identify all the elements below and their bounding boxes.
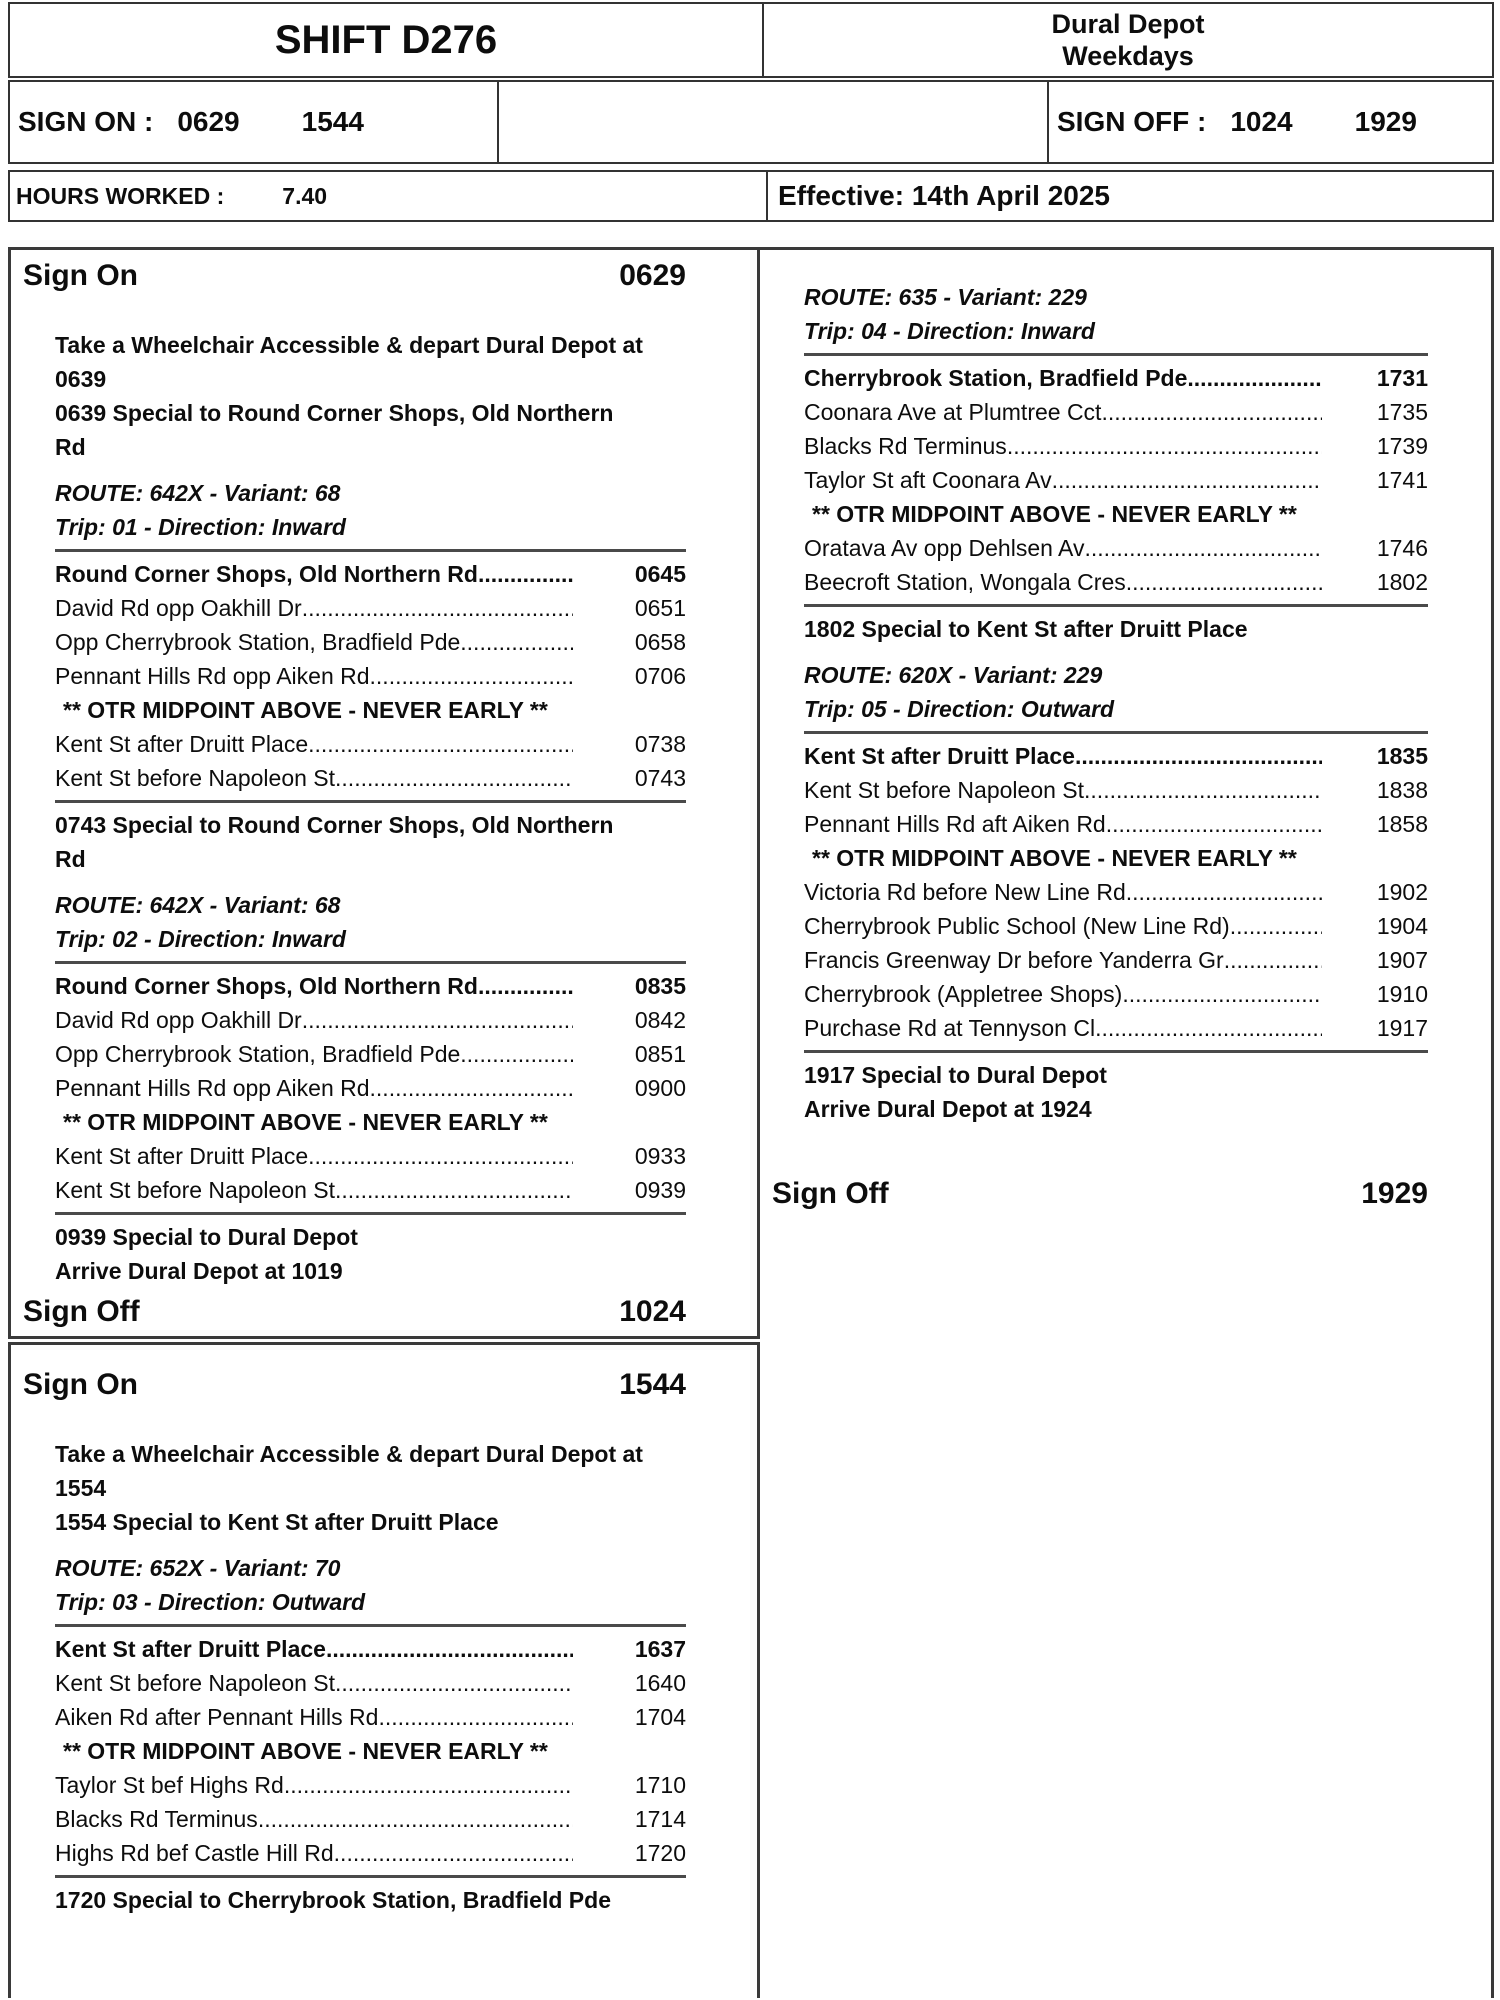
stop-time: 1858 [1376,811,1428,837]
dot-leader [1084,773,1322,807]
shift-title: SHIFT D276 [10,4,764,76]
stop-row [55,1802,686,1836]
stop-name: Round Corner Shops, Old Northern Rd [55,561,478,587]
stop-time: 1640 [634,1670,686,1696]
stop-name: Highs Rd bef Castle Hill Rd [55,1840,334,1866]
dot-leader [302,591,573,625]
dot-leader [308,1139,573,1173]
header-hours-row [8,170,1494,222]
hours-worked-value: 7.40 [282,182,328,209]
stop-row [55,969,686,1003]
stop-name: Cherrybrook Station, Bradfield Pde [804,365,1188,391]
trip-line: Trip: 04 - Direction: Inward [804,318,1095,344]
sign-off-row [772,1176,1428,1212]
depot-title [764,4,1492,76]
stop-row [55,659,686,693]
dot-leader [1007,429,1322,463]
stop-time: 1910 [1376,981,1428,1007]
stop-time: 0738 [634,731,686,757]
trip-line: Trip: 05 - Direction: Outward [804,696,1115,722]
effective-date: Effective: 14th April 2025 [778,180,1110,211]
dot-leader [1122,977,1322,1011]
dot-leader [370,1071,573,1105]
stop-row [55,1666,686,1700]
trip-1-stop-table [55,557,686,795]
stop-time: 1741 [1376,467,1428,493]
sign-on-row [23,258,686,294]
stop-time: 1746 [1376,535,1428,561]
divider-rule [804,604,1428,607]
stop-row [804,1011,1428,1045]
stop-row [55,1071,686,1105]
trip-line: Trip: 02 - Direction: Inward [55,926,346,952]
stop-name: Oratava Av opp Dehlsen Av [804,535,1085,561]
stop-row [804,395,1428,429]
stop-row [55,557,686,591]
route-line: ROUTE: 635 - Variant: 229 [804,284,1087,310]
hours-worked-label: HOURS WORKED : [16,182,225,209]
stop-time: 1710 [634,1772,686,1798]
stop-time: 0658 [634,629,686,655]
stop-name: Round Corner Shops, Old Northern Rd [55,973,478,999]
trip-3-stop-table [55,1632,686,1870]
dot-leader [334,1836,573,1870]
route-line: ROUTE: 652X - Variant: 70 [55,1555,341,1581]
dot-leader [478,557,573,591]
dot-leader [1084,531,1322,565]
dot-leader [326,1632,573,1666]
sign-on-time: 0629 [619,259,686,292]
sign-off-row [23,1294,686,1330]
stop-row [55,1700,686,1734]
stop-name: Pennant Hills Rd opp Aiken Rd [55,663,370,689]
depot-return-note: 1917 Special to Dural Depot Arrive Dural Depot at 1924 [804,1062,1107,1122]
stop-name: David Rd opp Oakhill Dr [55,1007,302,1033]
divider-rule [804,1050,1428,1053]
stop-name: Taylor St aft Coonara Av [804,467,1052,493]
trip-5-stop-table [804,739,1428,1045]
dot-leader [478,969,573,1003]
stop-time: 1739 [1376,433,1428,459]
stop-name: Pennant Hills Rd aft Aiken Rd [804,811,1106,837]
stop-name: David Rd opp Oakhill Dr [55,595,302,621]
stop-row [55,591,686,625]
route-line: ROUTE: 620X - Variant: 229 [804,662,1103,688]
sign-off-heading: Sign Off [772,1177,889,1210]
stop-time: 0651 [634,595,686,621]
stop-row [804,565,1428,599]
otr-midpoint-note: ** OTR MIDPOINT ABOVE - NEVER EARLY ** [63,1738,548,1764]
stop-time: 0939 [634,1177,686,1203]
stop-name: Kent St after Druitt Place [55,1143,309,1169]
sign-on-time-2: 1544 [301,106,364,137]
stop-row [55,1139,686,1173]
dot-leader [1075,739,1322,773]
stop-row [804,531,1428,565]
stop-time: 1704 [634,1704,686,1730]
dot-leader [460,625,573,659]
stop-row [804,361,1428,395]
header-title-row [8,2,1494,78]
route-line: ROUTE: 642X - Variant: 68 [55,892,341,918]
stop-time: 1637 [634,1636,686,1662]
stop-row [804,739,1428,773]
sign-off-time-2: 1929 [1354,106,1417,137]
dot-leader [1230,909,1322,943]
special-transfer-note: 1802 Special to Kent St after Druitt Place [804,616,1248,642]
trip-line: Trip: 01 - Direction: Inward [55,514,346,540]
dot-leader [378,1700,573,1734]
divider-rule [804,353,1428,356]
sign-on-time: 1544 [619,1368,686,1401]
divider-rule [55,1624,686,1627]
dot-leader [335,761,573,795]
dot-leader [1126,875,1322,909]
stop-time: 1835 [1376,743,1428,769]
stop-name: Aiken Rd after Pennant Hills Rd [55,1704,379,1730]
stop-time: 1735 [1376,399,1428,425]
stop-time: 0743 [634,765,686,791]
route-info [804,658,1491,726]
duty-block-1 [8,247,760,1339]
stop-time: 1917 [1376,1015,1428,1041]
dot-leader [284,1768,573,1802]
stop-name: Beecroft Station, Wongala Cres [804,569,1126,595]
stop-name: Victoria Rd before New Line Rd [804,879,1126,905]
stop-time: 0706 [634,663,686,689]
stop-time: 1904 [1376,913,1428,939]
duty-block-2 [8,1342,760,1998]
stop-name: Kent St before Napoleon St [55,1177,336,1203]
dot-leader [1224,943,1322,977]
trip-line: Trip: 03 - Direction: Outward [55,1589,366,1615]
route-info [55,476,757,544]
stop-time: 0842 [634,1007,686,1033]
sign-on-time-1: 0629 [177,106,240,137]
stop-row [55,1632,686,1666]
stop-name: Coonara Ave at Plumtree Cct [804,399,1102,425]
header-sign-times-row [8,80,1494,164]
dot-leader [1187,361,1322,395]
stop-row [804,463,1428,497]
sign-off-time-1: 1024 [1230,106,1293,137]
sign-off-heading: Sign Off [23,1295,140,1328]
stop-name: Kent St after Druitt Place [55,1636,326,1662]
stop-time: 0933 [634,1143,686,1169]
divider-rule [804,731,1428,734]
route-info [804,280,1491,348]
stop-row [55,727,686,761]
right-column [760,247,1494,1998]
dot-leader [258,1802,573,1836]
depot-name: Dural Depot [1051,9,1205,39]
stop-name: Purchase Rd at Tennyson Cl [804,1015,1096,1041]
left-column [8,247,760,1998]
sign-on-heading: Sign On [23,259,138,292]
dot-leader [1126,565,1322,599]
sign-off-time: 1929 [1361,1177,1428,1210]
stop-name: Kent St before Napoleon St [804,777,1085,803]
otr-midpoint-note: ** OTR MIDPOINT ABOVE - NEVER EARLY ** [63,1109,548,1135]
sign-on-cell [10,82,499,162]
stop-time: 1720 [634,1840,686,1866]
sign-off-time: 1024 [619,1295,686,1328]
stop-row [55,1768,686,1802]
hours-worked-cell [10,172,768,220]
dot-leader [335,1666,573,1700]
stop-time: 1731 [1376,365,1428,391]
stop-name: Kent St after Druitt Place [804,743,1075,769]
stop-time: 0835 [634,973,686,999]
stop-row [55,1037,686,1071]
stop-time: 0645 [634,561,686,587]
dot-leader [1101,395,1322,429]
shift-detail-body [8,247,1494,1998]
otr-midpoint-note: ** OTR MIDPOINT ABOVE - NEVER EARLY ** [812,845,1297,871]
stop-name: Taylor St bef Highs Rd [55,1772,284,1798]
stop-row [804,875,1428,909]
stop-name: Francis Greenway Dr before Yanderra Gr [804,947,1224,973]
depot-day-type: Weekdays [1062,41,1194,71]
route-line: ROUTE: 642X - Variant: 68 [55,480,341,506]
trip-4-stop-table [804,361,1428,599]
depot-return-note: 0939 Special to Dural Depot Arrive Dural Depot at 1019 [55,1224,358,1284]
route-info [55,888,757,956]
stop-row [804,943,1428,977]
dot-leader [460,1037,573,1071]
otr-midpoint-note: ** OTR MIDPOINT ABOVE - NEVER EARLY ** [63,697,548,723]
dot-leader [335,1173,573,1207]
stop-name: Kent St before Napoleon St [55,765,336,791]
dot-leader [1052,463,1322,497]
divider-rule [55,549,686,552]
otr-midpoint-note: ** OTR MIDPOINT ABOVE - NEVER EARLY ** [812,501,1297,527]
stop-row [55,761,686,795]
stop-row [804,977,1428,1011]
special-transfer-note: 1720 Special to Cherrybrook Station, Bradfield Pde [55,1887,611,1913]
stop-time: 1714 [634,1806,686,1832]
sign-on-heading: Sign On [23,1368,138,1401]
depot-departure-note: Take a Wheelchair Accessible & depart Dural Depot at 1554 1554 Special to Kent St after Druitt Place [55,1441,643,1535]
route-info [55,1551,757,1619]
stop-row [55,1003,686,1037]
stop-row [55,1836,686,1870]
dot-leader [302,1003,573,1037]
depot-departure-note: Take a Wheelchair Accessible & depart Dural Depot at 0639 0639 Special to Round Corner Shops, Old Northern Rd [55,332,643,460]
stop-time: 1907 [1376,947,1428,973]
stop-row [804,807,1428,841]
dot-leader [1106,807,1322,841]
stop-name: Cherrybrook (Appletree Shops) [804,981,1123,1007]
stop-time: 1838 [1376,777,1428,803]
stop-row [55,1173,686,1207]
dot-leader [1095,1011,1322,1045]
stop-time: 0851 [634,1041,686,1067]
empty-cell [499,82,1049,162]
stop-name: Kent St before Napoleon St [55,1670,336,1696]
stop-name: Cherrybrook Public School (New Line Rd) [804,913,1230,939]
stop-name: Blacks Rd Terminus [55,1806,258,1832]
trip-2-stop-table [55,969,686,1207]
sign-on-label: SIGN ON : [18,106,154,137]
stop-name: Opp Cherrybrook Station, Bradfield Pde [55,629,461,655]
stop-row [55,625,686,659]
stop-row [804,909,1428,943]
sign-off-label: SIGN OFF : [1057,106,1207,137]
sign-off-cell [1049,82,1492,162]
stop-row [804,429,1428,463]
stop-name: Blacks Rd Terminus [804,433,1007,459]
divider-rule [55,1875,686,1878]
stop-name: Kent St after Druitt Place [55,731,309,757]
dot-leader [370,659,573,693]
stop-name: Opp Cherrybrook Station, Bradfield Pde [55,1041,461,1067]
divider-rule [55,1212,686,1215]
divider-rule [55,961,686,964]
special-transfer-note: 0743 Special to Round Corner Shops, Old Northern Rd [55,812,614,872]
stop-name: Pennant Hills Rd opp Aiken Rd [55,1075,370,1101]
dot-leader [308,727,573,761]
sign-on-row [23,1367,686,1403]
stop-row [804,773,1428,807]
stop-time: 1802 [1376,569,1428,595]
divider-rule [55,800,686,803]
stop-time: 1902 [1376,879,1428,905]
stop-time: 0900 [634,1075,686,1101]
